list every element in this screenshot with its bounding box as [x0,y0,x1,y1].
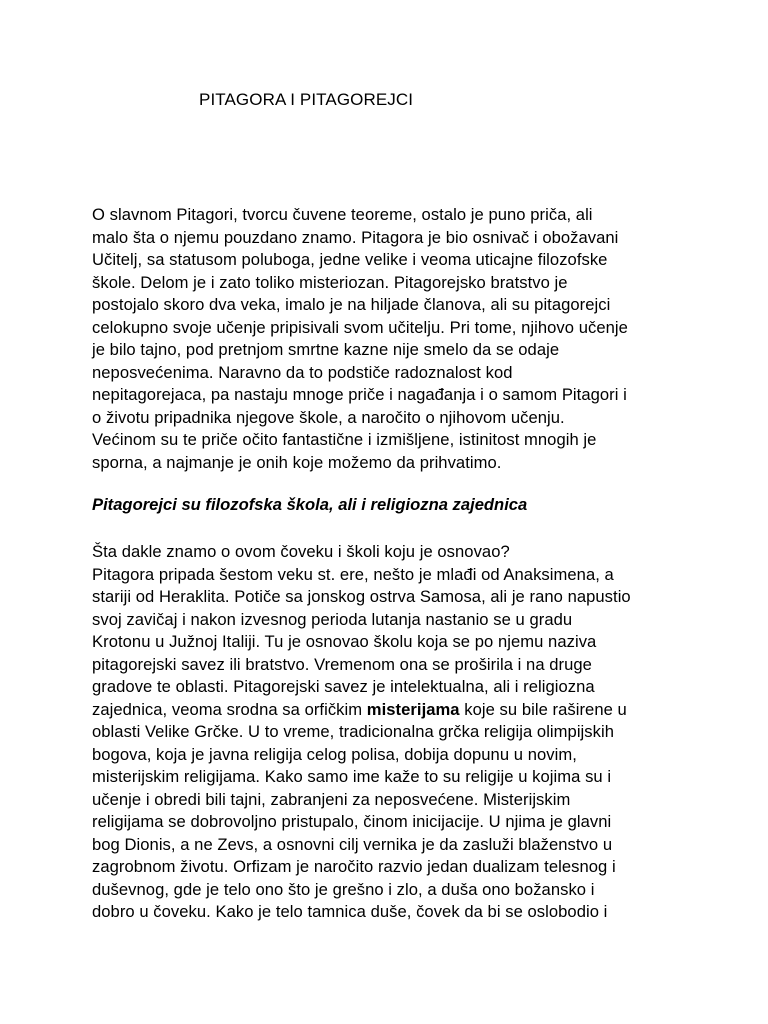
text-line: svoj zavičaj i nakon izvesnog perioda lutanja nastanio se u gradu [92,609,573,629]
text-line: bog Dionis, a ne Zevs, a osnovni cilj vernika je da zasluži blaženstvo u [92,834,613,854]
text-line: Većinom su te priče očito fantastične i izmišljene, istinitost mnogih je [92,430,597,449]
text-line-with-emphasis [92,699,712,722]
text-line: celokupno svoje učenje pripisivali svom učitelju. Pri tome, njihovo učenje [92,317,628,337]
text-line: škole. Delom je i zato toliko misteriozan. Pitagorejsko bratstvo je [92,272,568,292]
text-segment: koje su bile raširene u [459,699,627,719]
text-line: malo šta o njemu pouzdano znamo. Pitagora je bio osnivač i obožavani [92,227,619,247]
text-line: gradove te oblasti. Pitagorejski savez je intelektualna, ali i religiozna [92,677,595,696]
text-line: nepitagorejaca, pa nastaju mnoge priče i nagađanja i o samom Pitagori i [92,385,627,404]
text-line: duševnog, gde je telo ono što je grešno i zlo, a duša ono božansko i [92,879,595,899]
document-title: PITAGORA I PITAGOREJCI [199,90,414,109]
text-line: postojalo skoro dva veka, imalo je na hiljade članova, ali su pitagorejci [92,295,611,314]
section-heading: Pitagorejci su filozofska škola, ali i religiozna zajednica [92,495,528,514]
text-line: učenje i obredi bili tajni, zabranjeni za neposvećene. Misterijskim [92,789,571,809]
text-line: Pitagora pripada šestom veku st. ere, nešto je mlađi od Anaksimena, a [92,564,614,584]
text-line: stariji od Heraklita. Potiče sa jonskog ostrva Samosa, ali je rano napustio [92,587,631,606]
emphasized-word: misterijama [366,699,460,719]
text-line: oblasti Velike Grčke. U to vreme, tradicionalna grčka religija olimpijskih [92,722,615,741]
intro-paragraph [92,204,712,474]
text-line: O slavnom Pitagori, tvorcu čuvene teoreme, ostalo je puno priča, ali [92,205,593,224]
text-segment: zajednica, veoma srodna sa orfičkim [92,699,367,719]
text-line: misterijskim religijama. Kako samo ime kaže to su religije u kojima su i [92,767,612,786]
text-line: religijama se dobrovoljno pristupalo, činom inicijacije. U njima je glavni [92,812,612,831]
body-paragraph [92,541,712,924]
text-line: je bilo tajno, pod pretnjom smrtne kazne nije smelo da se odaje [92,340,560,359]
text-line: pitagorejski savez ili bratstvo. Vremenom ona se proširila i na druge [92,654,592,674]
text-line: bogova, koja je javna religija celog polisa, dobija dopunu u novim, [92,744,577,764]
text-line: sporna, a najmanje je onih koje možemo da prihvatimo. [92,452,502,472]
text-line: o životu pripadnika njegove škole, a naročito o njihovom učenju. [92,407,565,427]
text-line: Učitelj, sa statusom poluboga, jedne velike i veoma uticajne filozofske [92,250,608,269]
text-line: Šta dakle znamo o ovom čoveku i školi koju je osnovao? [92,542,510,561]
text-line: neposvećenima. Naravno da to podstiče radoznalost kod [92,362,513,382]
text-line: zagrobnom životu. Orfizam je naročito razvio jedan dualizam telesnog i [92,857,616,876]
text-line: Krotonu u Južnoj Italiji. Tu je osnovao školu koja se po njemu naziva [92,632,597,651]
text-line: dobro u čoveku. Kako je telo tamnica duše, čovek da bi se oslobodio i [92,902,608,921]
